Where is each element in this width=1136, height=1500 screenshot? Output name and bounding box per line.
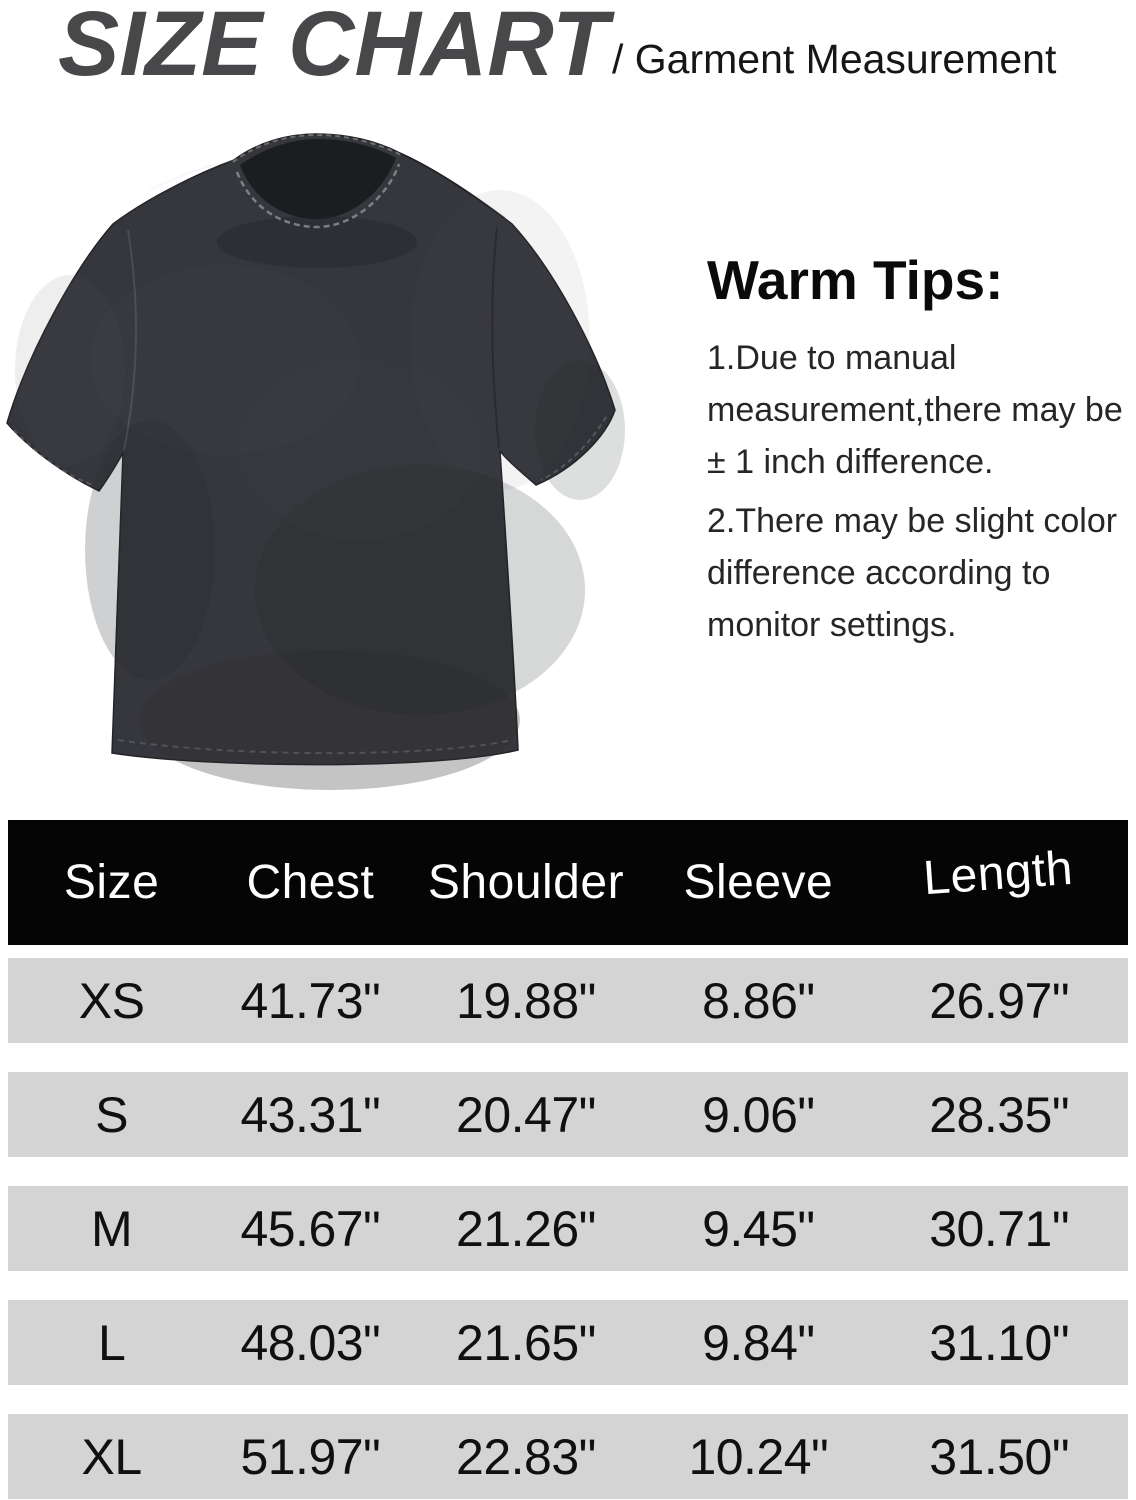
length-cell: 31.50" (929, 1428, 1070, 1485)
table-row-xl (8, 1414, 1128, 1499)
column-header-chest: Chest (246, 855, 375, 909)
warm-tip-1-line-2: measurement,there may be (707, 391, 1123, 429)
column-header-size: Size (63, 855, 160, 909)
size-cell: XL (81, 1428, 142, 1485)
table-row-xs (8, 958, 1128, 1043)
warm-tip-1-line-3: ± 1 inch difference. (707, 443, 994, 481)
length-cell: 28.35" (929, 1086, 1070, 1143)
chest-cell: 43.31" (240, 1086, 381, 1143)
size-table-header (8, 820, 1128, 945)
shoulder-cell: 21.65" (456, 1314, 596, 1371)
shoulder-cell: 21.26" (456, 1200, 596, 1257)
chest-cell: 51.97" (240, 1428, 381, 1485)
tshirt-image (0, 120, 660, 800)
length-cell: 26.97" (929, 972, 1070, 1029)
sleeve-cell: 9.06" (702, 1086, 815, 1143)
page-title: SIZE CHART (58, 0, 609, 95)
length-cell: 30.71" (929, 1200, 1070, 1257)
column-header-sleeve: Sleeve (683, 855, 834, 909)
warm-tip-2-line-3: monitor settings. (707, 606, 957, 644)
chest-cell: 48.03" (240, 1314, 381, 1371)
column-header-shoulder: Shoulder (427, 855, 625, 909)
warm-tip-1-line-1: 1.Due to manual (707, 339, 957, 377)
length-cell: 31.10" (929, 1314, 1070, 1371)
page-subtitle: / Garment Measurement (612, 36, 1057, 82)
warm-tip-2-line-1: 2.There may be slight color (707, 502, 1118, 540)
shoulder-cell: 22.83" (456, 1428, 596, 1485)
size-cell: S (95, 1086, 129, 1143)
table-row-s (8, 1072, 1128, 1157)
sleeve-cell: 10.24" (688, 1428, 829, 1485)
table-row-m (8, 1186, 1128, 1271)
shoulder-cell: 20.47" (456, 1086, 596, 1143)
size-cell: L (97, 1314, 126, 1371)
size-cell: M (91, 1200, 133, 1257)
chest-cell: 45.67" (240, 1200, 381, 1257)
product-photo-tshirt (0, 120, 660, 800)
warm-tip-2-line-2: difference according to (707, 554, 1051, 592)
warm-tip-2 (707, 495, 1117, 651)
sleeve-cell: 9.45" (702, 1200, 815, 1257)
warm-tips-heading: Warm Tips: (707, 249, 1004, 311)
chest-cell: 41.73" (240, 972, 381, 1029)
sleeve-cell: 9.84" (702, 1314, 815, 1371)
warm-tip-1 (707, 332, 1123, 488)
shoulder-cell: 19.88" (456, 972, 596, 1029)
table-row-l (8, 1300, 1128, 1385)
size-cell: XS (78, 972, 145, 1029)
column-header-length: Length (921, 841, 1076, 905)
sleeve-cell: 8.86" (702, 972, 815, 1029)
